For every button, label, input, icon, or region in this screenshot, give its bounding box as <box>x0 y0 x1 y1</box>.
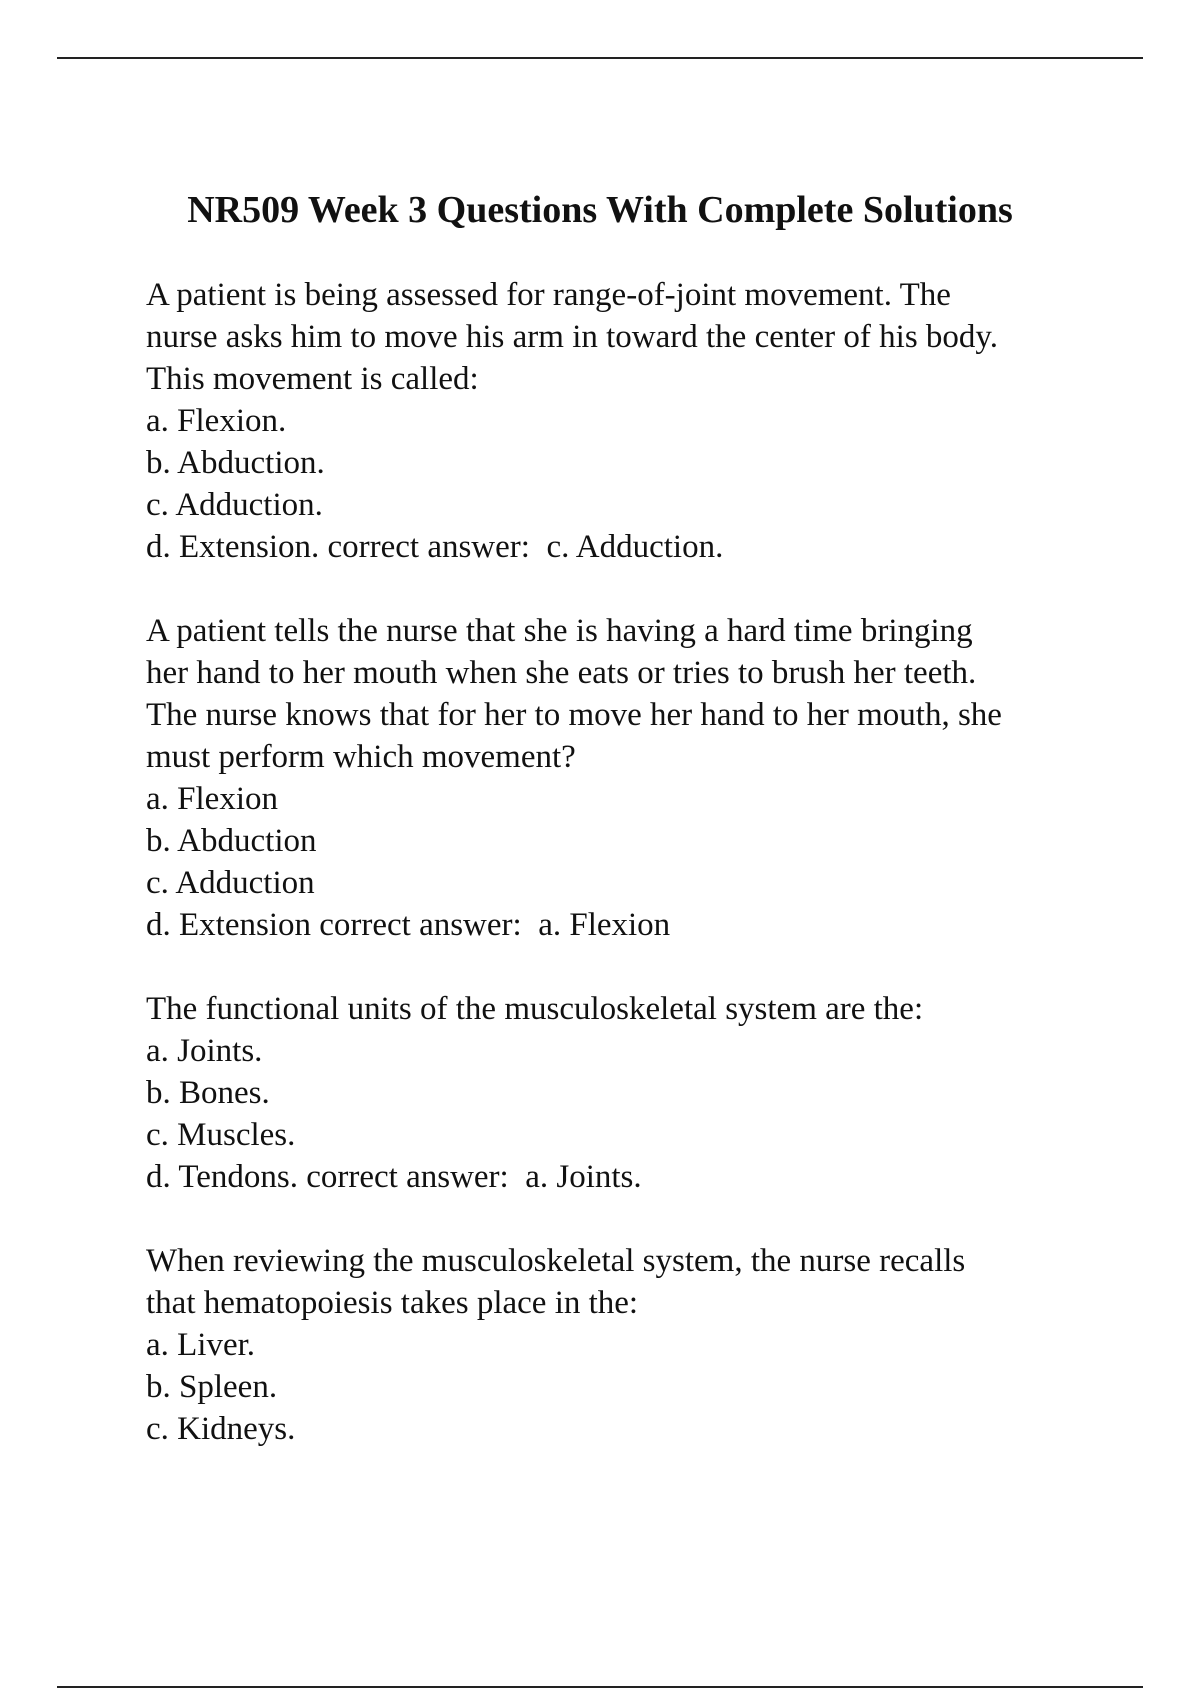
question-stem-line: This movement is called: <box>146 361 479 397</box>
answer-option: c. Adduction. <box>146 487 323 523</box>
answer-option: a. Liver. <box>146 1327 256 1363</box>
answer-option-with-key: d. Tendons. correct answer: a. Joints. <box>146 1159 642 1195</box>
question-stem-line: must perform which movement? <box>146 739 576 775</box>
answer-option: b. Bones. <box>146 1075 270 1111</box>
question-stem-line: When reviewing the musculoskeletal system, the nurse recalls <box>146 1243 966 1279</box>
question-stem-line: her hand to her mouth when she eats or tries to brush her teeth. <box>146 655 977 691</box>
question-stem-line: that hematopoiesis takes place in the: <box>146 1285 639 1321</box>
bottom-rule <box>57 1686 1143 1688</box>
answer-option: b. Abduction <box>146 823 317 859</box>
answer-option: a. Joints. <box>146 1033 263 1069</box>
page-title: NR509 Week 3 Questions With Complete Solutions <box>187 189 1013 231</box>
question-4 <box>146 1240 1146 1450</box>
answer-option: a. Flexion <box>146 781 278 817</box>
answer-option: c. Muscles. <box>146 1117 296 1153</box>
answer-option: b. Abduction. <box>146 445 325 481</box>
question-2 <box>146 610 1146 946</box>
answer-option-with-key: d. Extension. correct answer: c. Adduction. <box>146 529 724 565</box>
answer-option-with-key: d. Extension correct answer: a. Flexion <box>146 907 671 943</box>
answer-option: b. Spleen. <box>146 1369 278 1405</box>
top-rule <box>57 57 1143 59</box>
question-list <box>146 274 1146 1492</box>
answer-option: a. Flexion. <box>146 403 287 439</box>
question-stem-line: A patient is being assessed for range-of-joint movement. The <box>146 277 951 313</box>
question-stem-line: The nurse knows that for her to move her hand to her mouth, she <box>146 697 1002 733</box>
question-stem-line: A patient tells the nurse that she is having a hard time bringing <box>146 613 973 649</box>
question-1 <box>146 274 1146 568</box>
answer-option: c. Adduction <box>146 865 315 901</box>
question-3 <box>146 988 1146 1198</box>
answer-option: c. Kidneys. <box>146 1411 296 1447</box>
question-stem-line: The functional units of the musculoskeletal system are the: <box>146 991 924 1027</box>
question-stem-line: nurse asks him to move his arm in toward the center of his body. <box>146 319 999 355</box>
